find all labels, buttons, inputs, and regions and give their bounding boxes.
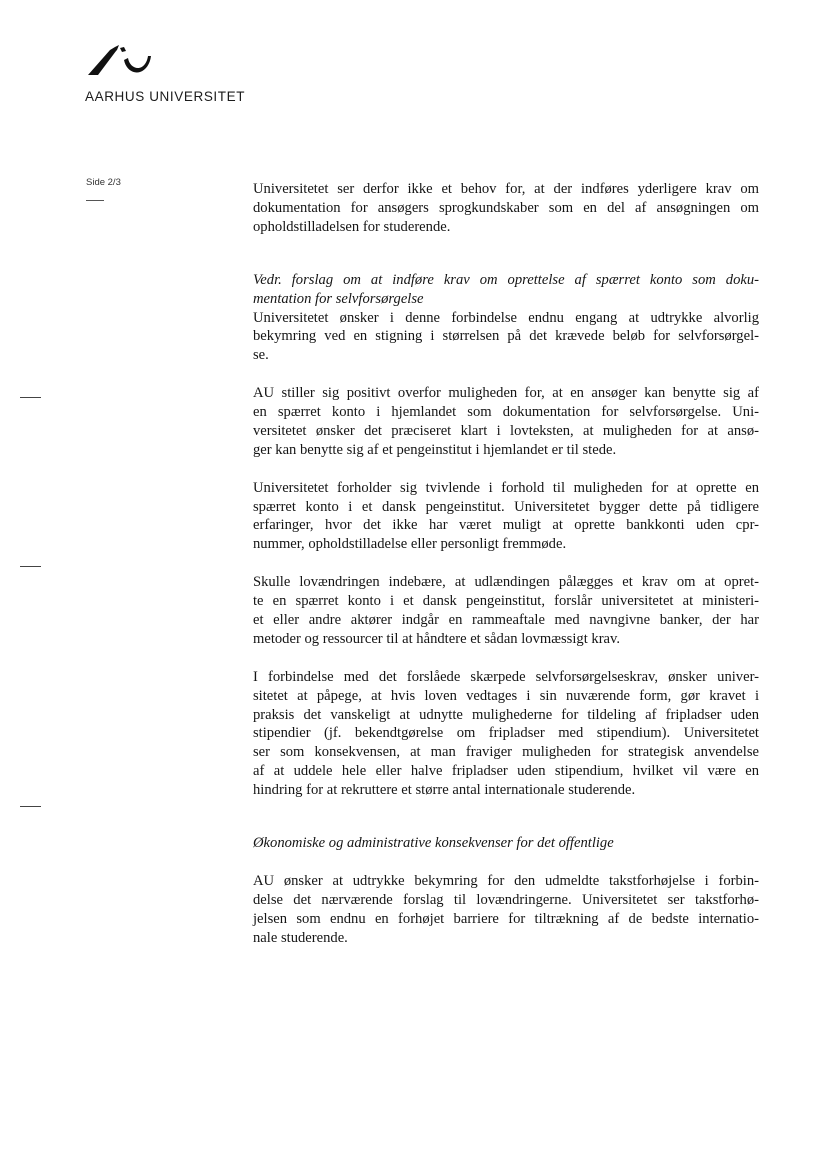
text-line: jelsen som endnu en forhøjet barriere for tiltrækning af de bedste internatio-: [253, 910, 759, 927]
text-line: se.: [253, 347, 269, 364]
paragraph-rammeaftale: [253, 573, 759, 649]
page-number-rule: [86, 200, 104, 201]
text-line: bekymring ved en stigning i størrelsen på det krævede beløb for selvforsørgel-: [253, 328, 759, 345]
text-line: praksis det vanskeligt at udnytte mulighederne for tildeling af fripladser uden: [253, 706, 759, 723]
section-heading-spaerret-konto: [253, 271, 759, 309]
text-line: Universitetet forholder sig tvivlende i forhold til muligheden for at oprette en: [253, 479, 759, 496]
paragraph-bekymring: [253, 309, 759, 366]
section-heading-konsekvenser: [253, 834, 759, 853]
text-line: hindring for at rekruttere et større antal internationale studerende.: [253, 782, 636, 799]
aarhus-university-logo-icon: [86, 42, 158, 78]
text-line: ser som konsekvensen, at man fraviger muligheden for strategisk anvendelse: [253, 744, 759, 761]
text-line: delse det nærværende forslag til lovændringerne. Universitetet ser takstforhø-: [253, 891, 759, 908]
paragraph-takstforhoejelse: [253, 872, 759, 948]
paragraph-fripladser: [253, 668, 759, 800]
letter-body: [253, 180, 759, 948]
text-line: Universitetet ønsker i denne forbindelse endnu engang at udtrykke alvorlig: [253, 309, 759, 326]
text-line: sitetet at påpege, at hvis loven vedtages i sin nuværende form, gør kravet i: [253, 687, 759, 704]
text-line: versitetet ønsker det præciseret klart i lovteksten, at muligheden for at ansø-: [253, 422, 759, 439]
text-line: ger kan benytte sig af et pengeinstitut i hjemlandet er til stede.: [253, 441, 617, 458]
text-line: en spærret konto i hjemlandet som dokumentation for selvforsørgelse. Uni-: [253, 404, 759, 421]
text-line: spærret konto i et dansk pengeinstitut. Universitetet bygger dette på tidligere: [253, 498, 759, 515]
text-line: nummer, opholdstilladelse eller personligt fremmøde.: [253, 536, 567, 553]
text-line: dokumentation for ansøgers sprogkundskaber som en del af ansøgningen om: [253, 199, 759, 216]
university-name: AARHUS UNIVERSITET: [85, 89, 246, 104]
text-line: I forbindelse med det forslåede skærpede selvforsørgelseskrav, ønsker univer-: [253, 668, 759, 685]
paragraph-sprogkundskaber: [253, 180, 759, 237]
text-line: af at uddele hele eller halve fripladser uden stipendium, hvilket vil være en: [253, 763, 759, 780]
text-line: erfaringer, hvor det ikke har været muligt at oprette bankkonti uden cpr-: [253, 517, 759, 534]
heading-line: mentation for selvforsørgelse: [253, 290, 424, 307]
text-line: stipendier (jf. bekendtgørelse om fripladser med stipendium). Universitetet: [253, 725, 759, 742]
text-line: AU stiller sig positivt overfor muligheden for, at en ansøger kan benytte sig af: [253, 385, 759, 402]
text-line: opholdstilladelsen for studerende.: [253, 218, 451, 235]
paragraph-dansk-pengeinstitut: [253, 479, 759, 555]
text-line: nale studerende.: [253, 929, 348, 946]
text-line: Universitetet ser derfor ikke et behov for, at der indføres yderligere krav om: [253, 181, 759, 197]
text-line: et eller andre aktører indgår en rammeaftale med navngivne banker, der har: [253, 611, 759, 628]
fold-mark-top: [20, 397, 41, 398]
fold-mark-bottom: [20, 806, 41, 807]
paragraph-hjemland-konto: [253, 384, 759, 460]
heading-line: Vedr. forslag om at indføre krav om oprettelse af spærret konto som doku-: [253, 271, 759, 288]
heading-line: Økonomiske og administrative konsekvenser for det offentlige: [253, 835, 614, 852]
text-line: metoder og ressourcer til at håndtere et sådan lovmæssigt krav.: [253, 630, 621, 647]
text-line: Skulle lovændringen indebære, at udlændingen pålægges et krav om at opret-: [253, 574, 759, 591]
fold-mark-middle: [20, 566, 41, 567]
text-line: te en spærret konto i et dansk pengeinstitut, forslår universitetet at ministeri-: [253, 593, 759, 610]
text-line: AU ønsker at udtrykke bekymring for den udmeldte takstforhøjelse i forbin-: [253, 872, 759, 889]
page-number: Side 2/3: [86, 177, 121, 188]
